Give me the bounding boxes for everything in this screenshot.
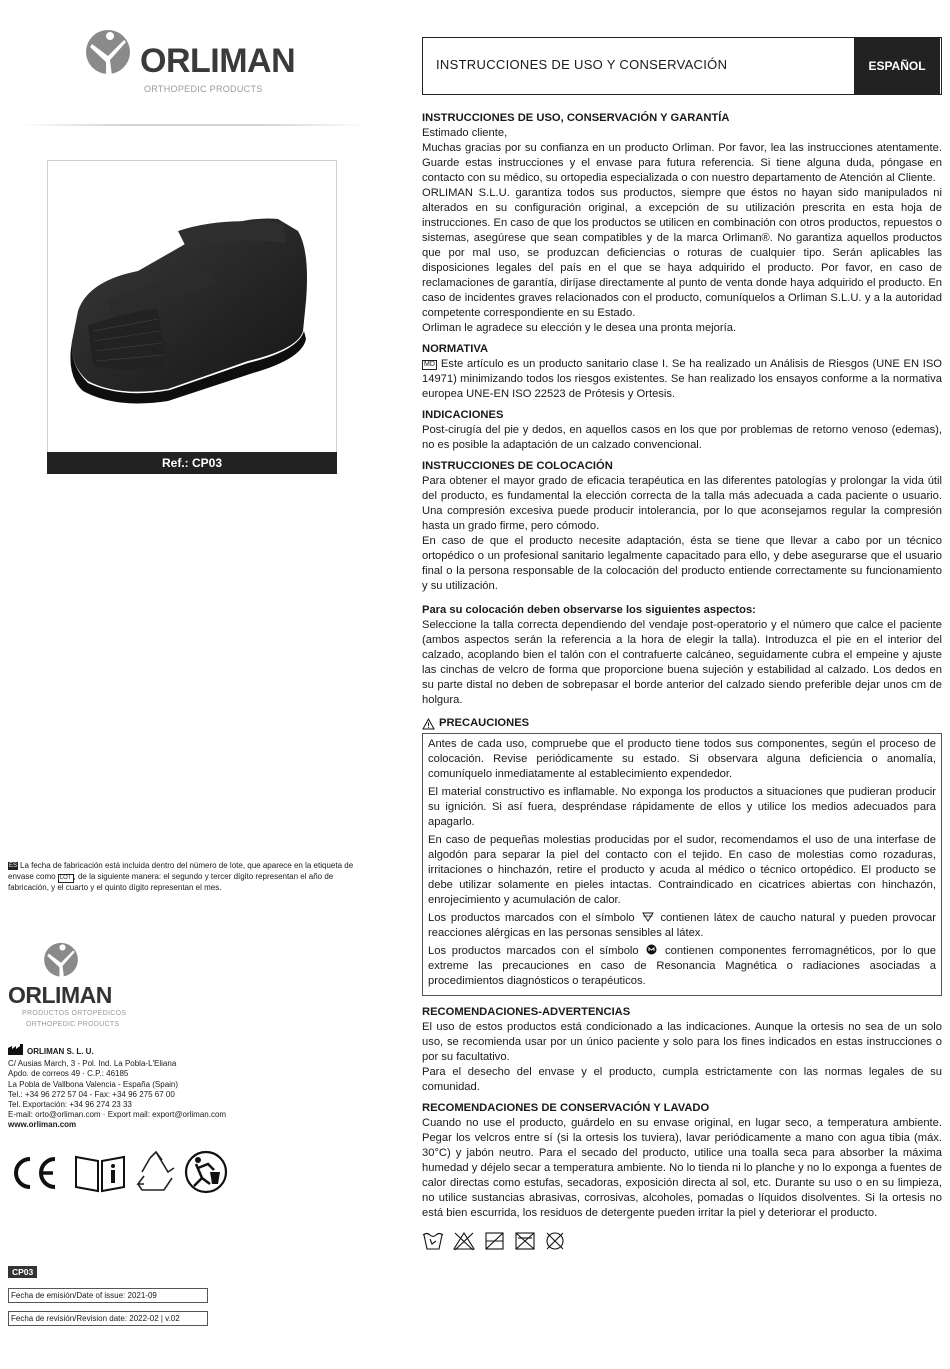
- paragraph: Seleccione la talla correcta dependiendo del vendaje post-operatorio y el número que calce el paciente (ambos aspectos serán la referencia a la hora de elegir la talla). Introduzca el pie en el interior del calzado, acoplando bien el talón con el contrafuerte calcáneo, seguidamente cubra el empeine y ajuste las cinchas de velcro de forma que proporcione buena sujeción y estabilidad al calzado. Los dedos en su parte distal no deben de sobrepasar el borde anterior del calzado siendo preferible dejar unos cm de holgura.: [422, 619, 942, 706]
- no-iron-icon: [516, 1233, 534, 1249]
- paragraph: contienen componentes ferromagnéticos, por lo que extreme las precauciones en caso de Resonancia Magnética o radiaciones asociadas a procedimientos diagnósticos o terapéuticos.: [428, 945, 936, 987]
- paragraph: Este artículo es un producto sanitario clase I. Se ha realizado un Análisis de Riesgos (UNE EN ISO 14971) minimizando todos los riesgos existentes. Se han realizado los ensayos conforme a la normativa europea UNE-EN ISO 22523 de Prótesis y Ortesis.: [422, 358, 942, 400]
- company-line: E-mail: orto@orliman.com · Export mail: export@orliman.com: [8, 1110, 227, 1120]
- post-op-shoe-icon: [48, 161, 336, 453]
- latex-icon: [642, 912, 654, 922]
- warning-icon: [422, 718, 435, 730]
- company-name: ORLIMAN S. L. U.: [27, 1047, 94, 1056]
- section-recomendaciones: [422, 1005, 942, 1095]
- product-code-tag: CP03: [8, 1266, 37, 1278]
- care-symbols: [422, 1230, 942, 1252]
- brand-tagline-es: PRODUCTOS ORTOPÉDICOS: [22, 1010, 127, 1017]
- language-tag: ES: [9, 863, 18, 869]
- section-precauciones: [422, 716, 942, 996]
- paragraph: Para obtener el mayor grado de eficacia terapéutica en las diferentes patologías y prolongar la vida útil del producto, es fundamental la elección correcta de la talla más adecuada a cada paciente o usuario. Una compresión excesiva puede producir intolerancia, por lo que aconsejamos regular la compresión hasta un grado firme, pero cómodo.: [422, 475, 942, 532]
- manufacturer-icon: [8, 1044, 24, 1055]
- paragraph: Antes de cada uso, compruebe que el producto tiene todos sus componentes, según el proceso de colocación. Revise periódicamente su estado. Si observara alguna deficiencia o anomalía, comuníquelo inmediatamente al establecimiento expendedor.: [428, 738, 936, 780]
- company-line: Tel. Exportación: +34 96 274 23 33: [8, 1100, 132, 1110]
- brand-logo: [78, 28, 318, 98]
- brand-figure-icon: [38, 942, 84, 982]
- company-line: Tel.: +34 96 272 57 04 - Fax: +34 96 275 67 00: [8, 1089, 175, 1099]
- paragraph: En caso de pequeñas molestias producidas por el sudor, recomendamos el uso de una interfase de algodón para separar la piel del contacto con el tejido. En caso de molestias como rozaduras, irritaciones o hinchazón, retire el producto y acuda al médico o técnico ortopédico. El producto se debe utilizar solamente en pieles intactas. Contraindicado en cicatrices abiertas con hinchazón, enrojecimiento y acumulación de calor.: [428, 834, 936, 906]
- instructions-icon: [72, 1153, 128, 1193]
- product-ref: Ref.: CP03: [47, 452, 337, 474]
- section-title: Para su colocación deben observarse los siguientes aspectos:: [422, 604, 756, 616]
- document-title: INSTRUCCIONES DE USO Y CONSERVACIÓN: [436, 57, 728, 72]
- brand-tagline: ORTHOPEDIC PRODUCTS: [144, 84, 263, 94]
- svg-text:LATEX: LATEX: [642, 914, 653, 918]
- section-intro: [422, 111, 942, 336]
- paragraph: En caso de que el producto necesite adaptación, ésta se tiene que llevar a cabo por un técnico ortopédico o un profesional sanitario legalmente capacitado para ello, y debe asegurarse que el usuario final o la persona responsable de la colocación del producto entiende correctamente su funcionamiento y su utilización.: [422, 535, 942, 592]
- recycle-icon: [134, 1150, 178, 1194]
- no-tumble-dry-icon: [486, 1233, 503, 1249]
- revision-date: Fecha de revisión/Revision date: 2022-02 | v.02: [8, 1311, 208, 1326]
- lot-note-text-2: , de la siguiente manera: el segundo y tercer dígito representan el año de fabricación, y el cuarto y el quinto dígito representan el mes.: [8, 871, 334, 892]
- no-bleach-icon: [454, 1233, 474, 1250]
- section-colocacion: [422, 459, 942, 594]
- paragraph: El uso de estos productos está condicionado a las indicaciones. Aunque la ortesis no sea de un solo uso, se recomienda usar por un único paciente y solo para los fines indicados en estas instrucciones o por su facultativo.: [422, 1021, 942, 1063]
- care-symbols-row: [422, 1230, 572, 1252]
- brand-logo-bottom: [8, 942, 148, 1034]
- medical-device-icon: MD: [424, 361, 435, 368]
- company-line: C/ Ausias March, 3 - Pol. Ind. La Pobla-L'Eliana: [8, 1059, 177, 1069]
- divider: [18, 124, 368, 126]
- section-aspectos: [422, 603, 942, 708]
- paragraph: Muchas gracias por su confianza en un producto Orliman. Por favor, lea las instrucciones atentamente. Guarde estas instrucciones y el envase para futura referencia. Si tiene alguna duda, póngase en contacto con su médico, su ortopedia especializada o con nuestro departamento de Atención al Cliente.: [422, 142, 942, 184]
- lot-note: [8, 861, 358, 893]
- paragraph: Estimado cliente,: [422, 127, 508, 139]
- section-title: NORMATIVA: [422, 343, 489, 355]
- language-label: ESPAÑOL: [854, 37, 940, 95]
- magnetic-icon: [646, 944, 657, 955]
- section-title: RECOMENDACIONES-ADVERTENCIAS: [422, 1006, 631, 1018]
- section-title: INDICACIONES: [422, 409, 504, 421]
- lot-symbol: LOT: [59, 874, 72, 881]
- brand-name: ORLIMAN: [8, 982, 112, 1008]
- company-website: www.orliman.com: [8, 1120, 77, 1130]
- section-title: INSTRUCCIONES DE COLOCACIÓN: [422, 460, 613, 472]
- brand-figure-icon: [78, 30, 138, 80]
- issue-date: Fecha de emisión/Date of issue: 2021-09: [8, 1288, 208, 1303]
- paragraph: Orliman le agradece su elección y le desea una pronta mejoría.: [422, 322, 737, 334]
- instructions-body: [422, 111, 942, 1252]
- product-image: [47, 160, 337, 453]
- company-line: La Pobla de Vallbona Valencia - España (Spain): [8, 1079, 179, 1089]
- paragraph: Cuando no use el producto, guárdelo en su envase original, en lugar seco, a temperatura ambiente. Pegar los velcros entre sí (si la ortesis los tuviera), lavar periódicamente a mano con agua tibia (máx. 30°C) y jabón neutro. Para el secado del producto, utilice una toalla seca para absorber la máxima humedad y déjelo secar a temperatura ambiente. No lo tienda ni lo planche y no lo exponga a fuentes de calor directas como estufas, secadoras, exposición directa al sol, etc. Durante su uso o en su limpieza, no utilice sustancias abrasivas, corrosivas, alcoholes, pomadas o líquidos disolventes. Si la ortesis no está bien escurrida, los residuos de detergente pueden irritar la piel y deteriorar el producto.: [422, 1117, 942, 1219]
- section-title: INSTRUCCIONES DE USO, CONSERVACIÓN Y GARANTÍA: [422, 112, 730, 124]
- section-title: PRECAUCIONES: [439, 717, 530, 729]
- lot-note-text: La fecha de fabricación está incluida dentro del número de lote, que aparece en la etiqueta de envase como: [8, 861, 354, 881]
- paragraph: ORLIMAN S.L.U. garantiza todos sus productos, siempre que éstos no hayan sido manipulados ni alterados en su configuración original, a excepción de su utilización prescrita en esta hoja de instrucciones. En caso de que los productos se utilicen en combinación con otros productos, repuestos o sistemas, asegúrese que sean compatibles y de la marca Orliman®. No garantiza aquellos productos que por mal uso, se produzcan deficiencias o roturas de cualquier tipo. Serán aplicables las disposiciones legales del país en el que se haya adquirido el producto. Por favor, en caso de reclamaciones de garantía, diríjase directamente al punto de venta donde haya adquirido el producto. En caso de incidentes graves relacionados con el producto, comuníquelos a Orliman S.L.U. y a la autoridad competente correspondiente en su Estado.: [422, 187, 942, 319]
- brand-tagline: ORTHOPEDIC PRODUCTS: [26, 1021, 120, 1028]
- section-title: RECOMENDACIONES DE CONSERVACIÓN Y LAVADO: [422, 1102, 710, 1114]
- precautions-box: [422, 733, 942, 996]
- brand-name: ORLIMAN: [140, 42, 296, 80]
- company-line: Apdo. de correos 49 · C.P.: 46185: [8, 1069, 129, 1079]
- section-normativa: [422, 342, 942, 402]
- hand-wash-icon: [423, 1234, 443, 1250]
- paragraph: Los productos marcados con el símbolo: [428, 912, 635, 924]
- paragraph: Los productos marcados con el símbolo: [428, 945, 639, 957]
- paragraph: Para el desecho del envase y el producto, cumpla estrictamente con las normas legales de su comunidad.: [422, 1066, 942, 1093]
- certification-icons: [8, 1150, 228, 1196]
- paragraph: El material constructivo es inflamable. No exponga los productos a situaciones que pudieran producir su ignición. Si así fuera, despréndase rápidamente de ellos y utilice los medios adecuados para apagarlo.: [428, 786, 936, 828]
- paragraph: contienen látex de caucho natural y pueden provocar reacciones alérgicas en las personas sensibles al látex.: [428, 912, 936, 939]
- tidy-man-icon: [184, 1150, 228, 1194]
- section-indicaciones: [422, 408, 942, 453]
- manufacturer-info: [8, 1044, 338, 1131]
- ce-mark-icon: [8, 1156, 58, 1190]
- no-dry-clean-icon: [547, 1233, 563, 1249]
- section-conservacion: [422, 1101, 942, 1221]
- paragraph: Post-cirugía del pie y dedos, en aquellos casos en los que por problemas de retorno venoso (edemas), no es posible la adaptación de un calzado convencional.: [422, 424, 942, 451]
